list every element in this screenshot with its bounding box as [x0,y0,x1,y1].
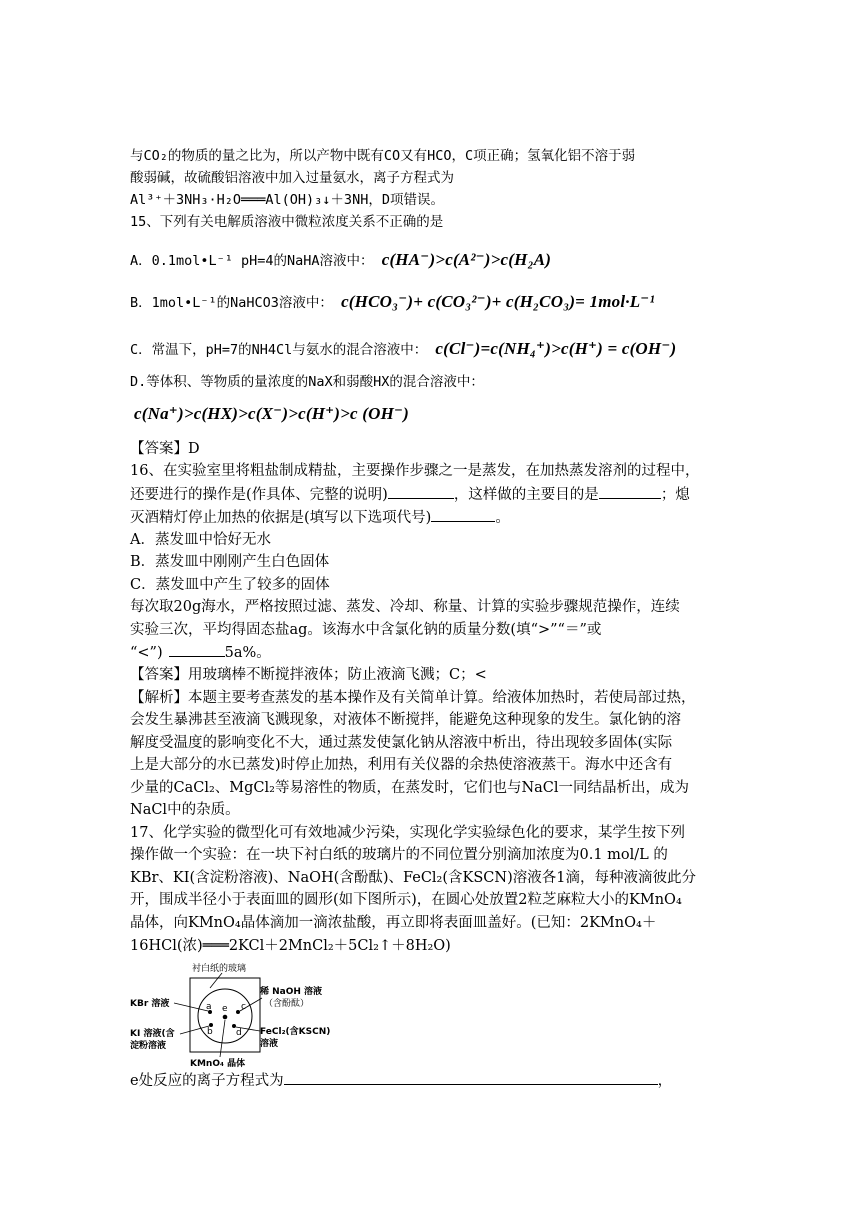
option-c-formula: c(Cl⁻)=c(NH₄⁺)>c(H⁺) = c(OH⁻) [435,339,677,358]
option-b [130,292,655,313]
label-ki: KI 溶液(含 [130,1029,175,1039]
label-naoh: 稀 NaOH 溶液 [260,987,323,997]
text-segment: ， [657,1073,673,1089]
text-line: 实验三次，平均得固态盐ag。该海水中含氯化钠的质量分数(填“>”“＝”或 [130,622,602,638]
question-17: 17、化学实验的微型化可有效地减少污染，实现化学实验绿色化的要求，某学生按下列 [130,825,685,841]
question-16-line2 [130,484,690,505]
answer-blank [284,1070,658,1085]
diagram-title: 衬白纸的玻璃 [192,964,247,974]
pointer-line [180,1026,209,1034]
option-a [130,250,551,271]
question-17-e [130,1070,672,1091]
answer-16: 【答案】用玻璃棒不断搅拌液体；防止液滴飞溅；C；< [130,667,487,683]
pointer-line [220,1020,225,1057]
text-line: 上是大部分的水已蒸发)时停止加热，利用有关仪器的余热使溶液蒸干。海水中还含有 [130,757,673,773]
experiment-diagram [130,962,331,1070]
text-line: 酸弱碱，故硫酸铝溶液中加入过量氨水，离子方程式为 [130,170,454,186]
explanation-16: 【解析】本题主要考查蒸发的基本操作及有关简单计算。给液体加热时，若使局部过热， [130,690,696,706]
text-segment: 还要进行的操作是(作具体、完整的说明) [130,487,388,503]
option-c [130,339,676,360]
label-kbr: KBr 溶液 [130,999,170,1009]
choice-a: A．蒸发皿中恰好无水 [130,532,271,548]
text-line: KBr、KI(含淀粉溶液)、NaOH(含酚酞)、FeCl₂(含KSCN)溶液各1滴，每种液滴彼此分 [130,870,696,886]
option-c-text: C．常温下，pH=7的NH4Cl与氨水的混合溶液中： [130,342,428,358]
pointer-line [210,973,222,988]
label-fecl2-note: 溶液 [260,1039,279,1049]
option-b-formula: c(HCO₃⁻)+ c(CO₃²⁻)+ c(H₂CO₃)= 1mol·L⁻¹ [341,292,655,311]
text-segment: ，这样做的主要目的是 [453,487,599,503]
text-line: 操作做一个实验：在一块下衬白纸的玻璃片的不同位置分别滴加浓度为0.1 mol/L 的 [130,847,668,863]
answer-blank [599,484,661,499]
text-segment: “<”) [130,645,163,661]
text-segment: e处反应的离子方程式为 [130,1073,284,1089]
question-15: 15、下列有关电解质溶液中微粒浓度关系不正确的是 [130,214,444,230]
text-segment: 灭酒精灯停止加热的依据是(填写以下选项代号) [130,510,432,526]
label-a: a [206,1002,212,1012]
answer-15: 【答案】D [130,441,200,457]
text-line: 解度受温度的影响变化不大，通过蒸发使氯化钠从溶液中析出，待出现较多固体(实际 [130,735,673,751]
text-line: 16HCl(浓)═══2KCl＋2MnCl₂＋5Cl₂↑＋8H₂O) [130,938,451,954]
text-line: Al³⁺＋3NH₃·H₂O═══Al(OH)₃↓＋3NH，D项错误。 [130,192,444,208]
question-16-line6 [130,642,271,663]
text-line: 少量的CaCl₂、MgCl₂等易溶性的物质，在蒸发时，它们也与NaCl一同结晶析出，成为 [130,780,690,796]
answer-blank [431,507,495,522]
answer-blank [169,642,225,657]
label-c: c [241,1002,246,1012]
option-b-text: B．1mol•L⁻¹的NaHCO3溶液中： [130,295,333,311]
label-fecl2: FeCl₂(含KSCN) [260,1027,331,1037]
text-line: NaCl中的杂质。 [130,802,240,818]
label-ki-note: 淀粉溶液 [130,1041,167,1051]
text-line: 与CO₂的物质的量之比为，所以产物中既有CO又有HCO，C项正确；氢氧化铝不溶于弱 [130,148,636,164]
label-b: b [207,1027,213,1037]
drop-c [236,1010,240,1014]
option-d-formula: c(Na⁺)>c(HX)>c(X⁻)>c(H⁺)>c (OH⁻) [134,404,410,423]
label-d: d [236,1028,242,1038]
text-segment: 。 [495,510,510,526]
choice-c: C．蒸发皿中产生了较多的固体 [130,577,330,593]
option-d: D.等体积、等物质的量浓度的NaX和弱酸HX的混合溶液中： [130,374,484,390]
option-a-formula: c(HA⁻)>c(A²⁻)>c(H₂A) [381,250,552,269]
text-line: 晶体，向KMnO₄晶体滴加一滴浓盐酸，再立即将表面皿盖好。(已知：2KMnO₄＋ [130,915,657,931]
text-line: 会发生暴沸甚至液滴飞溅现象，对液体不断搅拌，能避免这种现象的发生。氯化钠的溶 [130,712,681,728]
label-kmno4: KMnO₄ 晶体 [190,1059,246,1069]
label-e: e [222,1004,228,1014]
text-line: 开，围成半径小于表面皿的圆形(如下图所示)，在圆心处放置2粒芝麻粒大小的KMnO₄ [130,892,682,908]
choice-b: B．蒸发皿中刚刚产生白色固体 [130,554,330,570]
text-segment: ；熄 [660,487,690,503]
answer-blank [388,484,454,499]
text-line: 每次取20g海水，严格按照过滤、蒸发、冷却、称量、计算的实验步骤规范操作，连续 [130,599,680,615]
question-16-line3 [130,507,510,528]
crystal-e [223,1015,228,1020]
pointer-line [174,1003,208,1011]
label-naoh-note: （含酚酞） [264,999,310,1009]
question-16: 16、在实验室里将粗盐制成精盐，主要操作步骤之一是蒸发，在加热蒸发溶剂的过程中， [130,463,700,479]
option-d-formula-line [134,404,409,425]
option-a-text: A．0.1mol•L⁻¹ pH=4的NaHA溶液中： [130,253,374,269]
text-segment: 5a%。 [224,645,271,661]
